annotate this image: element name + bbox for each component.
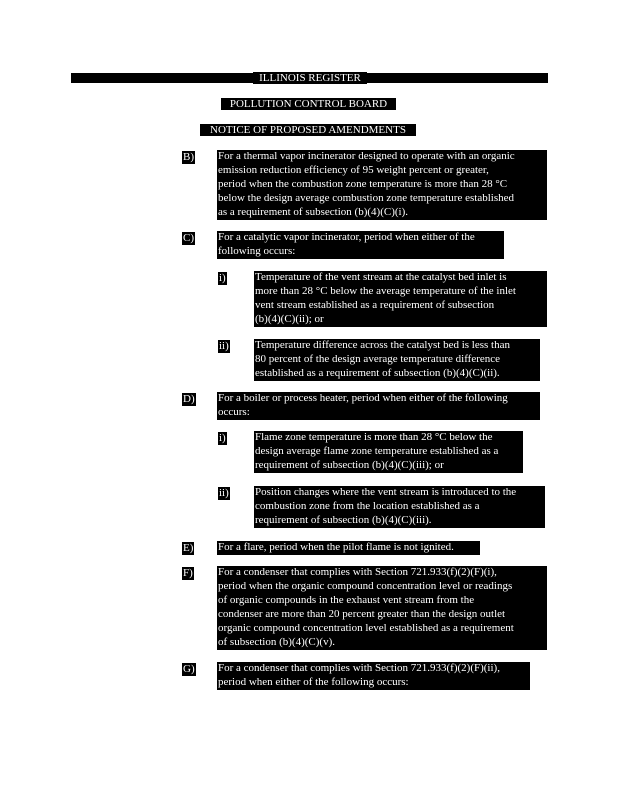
paragraph-line: as a requirement of subsection (b)(4)(C)(i). [218,205,408,218]
paragraph-line: For a flare, period when the pilot flame is not ignited. [218,541,454,553]
paragraph-line: Temperature of the vent stream at the catalyst bed inlet is [255,271,507,283]
paragraph-line: established as a requirement of subsection (b)(4)(C)(ii). [255,366,500,379]
paragraph-c-ii [254,339,540,381]
paragraph-line: requirement of subsection (b)(4)(C)(iii). [255,513,432,526]
paragraph-c-i [254,271,547,327]
item-label-g: G) [183,663,195,675]
paragraph-line: (b)(4)(C)(ii); or [255,312,324,325]
paragraph-line: below the design average combustion zone temperature established [218,191,514,204]
item-label-c: C) [183,232,194,244]
paragraph-line: period when either of the following occurs: [218,675,409,688]
subitem-label-c-ii: ii) [219,340,229,352]
paragraph-line: For a condenser that complies with Section 721.933(f)(2)(F)(ii), [218,662,500,674]
subitem-label-d-ii: ii) [219,487,229,499]
paragraph-d-ii [254,486,545,528]
paragraph-e [217,541,480,555]
paragraph-line: occurs: [218,405,250,418]
paragraph-line: For a catalytic vapor incinerator, period when either of the [218,231,475,243]
paragraph-line: For a boiler or process heater, period when either of the following [218,392,508,404]
register-title: ILLINOIS REGISTER [253,72,367,84]
paragraph-line: following occurs: [218,244,296,257]
paragraph-line: 80 percent of the design average temperature difference [255,352,501,365]
item-label-d: D) [183,393,195,405]
paragraph-line: vent stream established as a requirement of subsection [255,298,495,311]
paragraph-line: requirement of subsection (b)(4)(C)(iii); or [255,458,444,471]
board-title: POLLUTION CONTROL BOARD [221,98,396,110]
paragraph-b [217,150,547,220]
paragraph-d-i [254,431,523,473]
paragraph-f [217,566,547,650]
item-label-b: B) [183,151,194,163]
paragraph-line: period when the organic compound concentration level or readings [218,579,513,592]
paragraph-d [217,392,540,420]
paragraph-line: For a thermal vapor incinerator designed to operate with an organic [218,150,515,162]
paragraph-line: more than 28 °C below the average temperature of the inlet [255,284,516,297]
paragraph-line: of organic compounds in the exhaust vent stream from the [218,593,475,606]
paragraph-line: of subsection (b)(4)(C)(v). [218,635,335,648]
paragraph-c [217,231,504,259]
paragraph-line: For a condenser that complies with Section 721.933(f)(2)(F)(i), [218,566,497,578]
paragraph-line: combustion zone from the location established as a [255,499,480,512]
paragraph-line: Position changes where the vent stream is introduced to the [255,486,517,498]
paragraph-line: emission reduction efficiency of 95 weight percent or greater, [218,163,489,176]
item-label-f: F) [183,567,193,579]
subitem-label-c-i: i) [219,272,226,284]
item-label-e: E) [183,542,194,554]
paragraph-line: Flame zone temperature is more than 28 °C below the [255,431,493,443]
paragraph-g [217,662,530,690]
paragraph-line: Temperature difference across the catalyst bed is less than [255,339,510,351]
paragraph-line: design average flame zone temperature established as a [255,444,499,457]
paragraph-line: period when the combustion zone temperature is more than 28 °C [218,177,508,190]
paragraph-line: condenser are more than 20 percent greater than the design outlet [218,607,506,620]
notice-title: NOTICE OF PROPOSED AMENDMENTS [200,124,416,136]
subitem-label-d-i: i) [219,432,226,444]
paragraph-line: organic compound concentration level established as a requirement [218,621,514,634]
